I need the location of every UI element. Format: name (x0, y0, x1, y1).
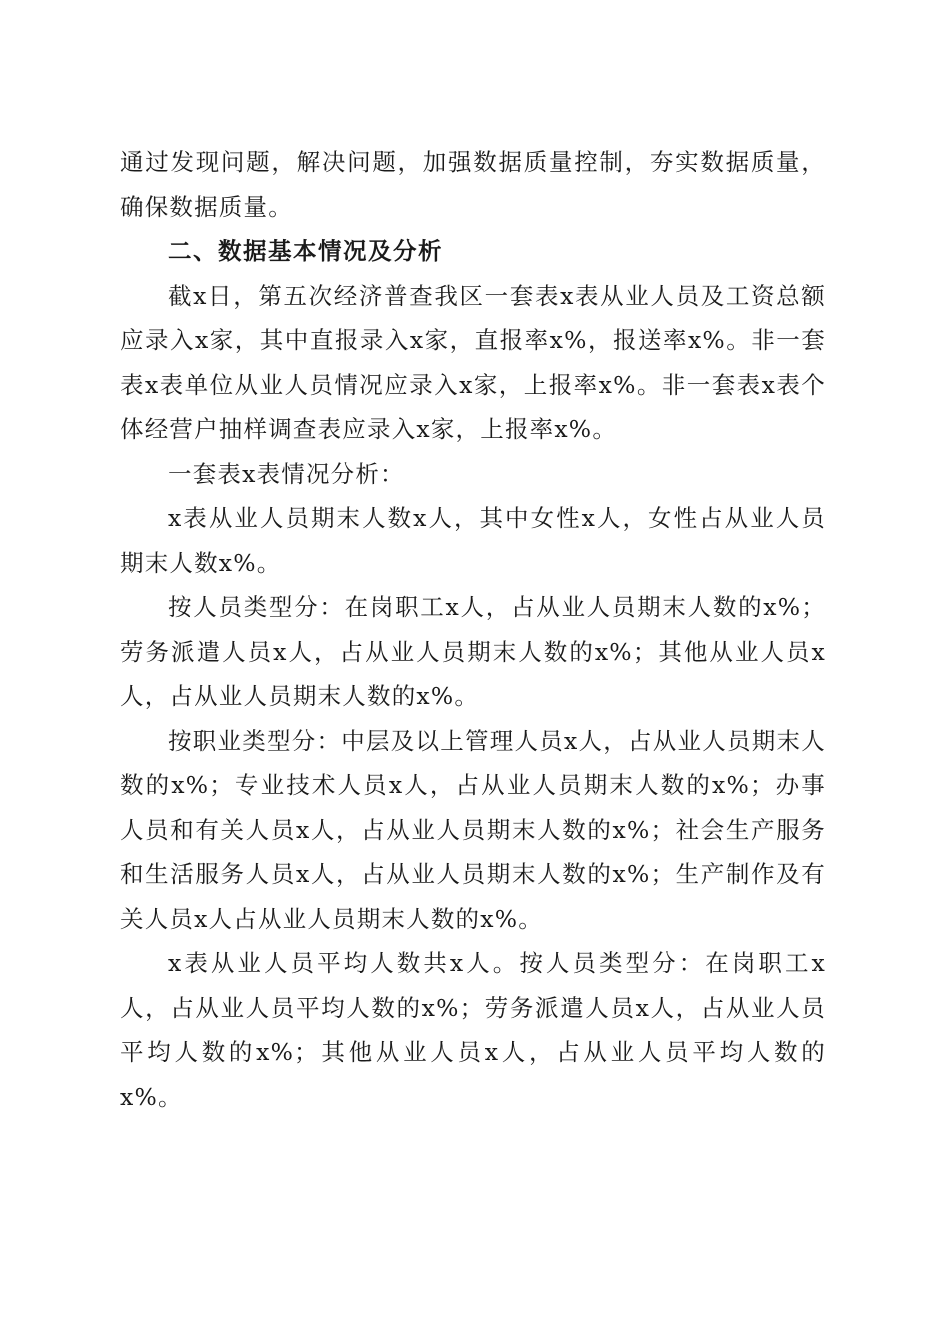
paragraph-average-headcount: x表从业人员平均人数共x人。按人员类型分：在岗职工x人，占从业人员平均人数的x%；劳务派遣人员x人，占从业人员平均人数的x%；其他从业人员x人，占从业人员平均人数的x%。 (120, 949, 826, 1111)
document-page (120, 140, 826, 1119)
paragraph-submission-summary: 截x日，第五次经济普查我区一套表x表从业人员及工资总额应录入x家，其中直报录入x家，直报率x%，报送率x%。非一套表x表单位从业人员情况应录入x家，上报率x%。非一套表x表个体经营户抽样调查表应录入x家，上报率x%。 (120, 281, 826, 443)
paragraph-by-occupation-type: 按职业类型分：中层及以上管理人员x人，占从业人员期末人数的x%；专业技术人员x人，占从业人员期末人数的x%；办事人员和有关人员x人，占从业人员期末人数的x%；社会生产服务和生活服务人员x人，占从业人员期末人数的x%；生产制作及有关人员x人占从业人员期末人数的x%。 (120, 726, 826, 933)
paragraph-end-period-headcount: x表从业人员期末人数x人，其中女性x人，女性占从业人员期末人数x%。 (120, 504, 826, 577)
section-heading: 二、数据基本情况及分析 (168, 237, 443, 265)
paragraph-continuation: 通过发现问题，解决问题，加强数据质量控制，夯实数据质量，确保数据质量。 (120, 148, 826, 221)
paragraph-by-personnel-type: 按人员类型分：在岗职工x人，占从业人员期末人数的x%；劳务派遣人员x人，占从业人员期末人数的x%；其他从业人员x人，占从业人员期末人数的x%。 (120, 593, 826, 710)
paragraph-table-analysis-title: 一套表x表情况分析： (168, 459, 405, 488)
